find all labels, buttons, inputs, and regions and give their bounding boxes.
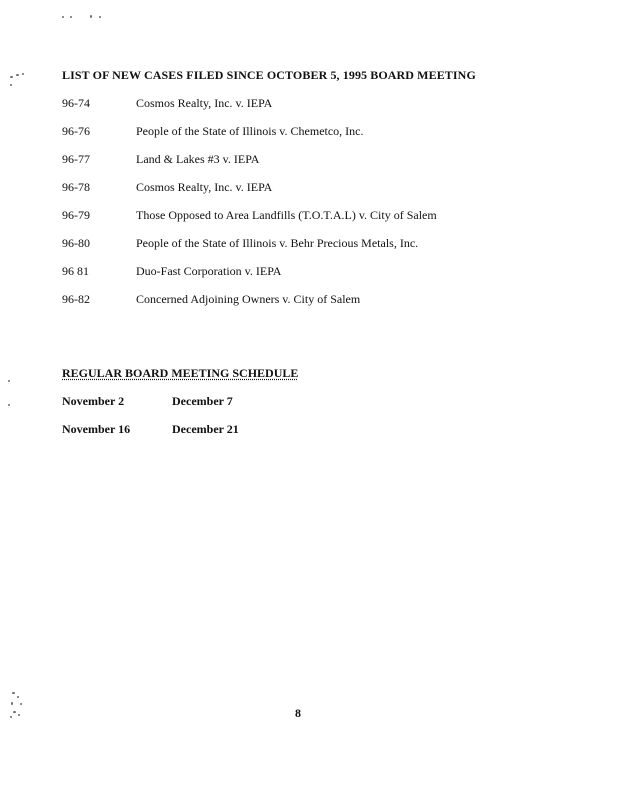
cases-heading: LIST OF NEW CASES FILED SINCE OCTOBER 5, 1995 BOARD MEETING [62, 68, 476, 82]
case-title: Those Opposed to Area Landfills (T.O.T.A.L) v. City of Salem [136, 208, 437, 222]
scan-speck [18, 714, 20, 716]
schedule-date: December 21 [172, 422, 239, 436]
scan-speck [17, 696, 19, 698]
case-number: 96-80 [62, 236, 90, 250]
scan-speck [12, 692, 15, 694]
schedule-date: November 16 [62, 422, 131, 436]
scan-speck [11, 702, 13, 705]
case-title: Concerned Adjoining Owners v. City of Salem [136, 292, 361, 306]
scan-speck [22, 73, 24, 75]
scan-speck [90, 15, 92, 18]
case-number: 96-74 [62, 96, 90, 110]
case-number: 96-82 [62, 292, 90, 306]
case-title: Cosmos Realty, Inc. v. IEPA [136, 96, 273, 110]
case-title: Land & Lakes #3 v. IEPA [136, 152, 260, 166]
case-title: People of the State of Illinois v. Chemetco, Inc. [136, 124, 364, 138]
case-row [62, 292, 582, 320]
scan-speck [16, 74, 19, 76]
scan-speck [10, 76, 13, 78]
schedule-date: November 2 [62, 394, 125, 408]
schedule-row [62, 394, 282, 422]
case-number: 96-76 [62, 124, 90, 138]
case-number: 96-78 [62, 180, 90, 194]
case-row [62, 124, 582, 152]
scan-speck [8, 404, 10, 406]
case-row [62, 180, 582, 208]
case-row [62, 208, 582, 236]
schedule-row [62, 422, 282, 450]
case-row [62, 96, 582, 124]
case-list [62, 96, 582, 320]
case-number: 96-77 [62, 152, 90, 166]
schedule-date: December 7 [172, 394, 233, 408]
schedule-heading: REGULAR BOARD MEETING SCHEDULE [62, 366, 299, 380]
case-number: 96-79 [62, 208, 90, 222]
case-row [62, 236, 582, 264]
case-number: 96 81 [62, 264, 89, 278]
page-number: 8 [295, 706, 301, 720]
scan-speck [62, 16, 64, 18]
scan-speck [13, 711, 16, 713]
scan-speck [99, 16, 101, 18]
case-row [62, 152, 582, 180]
case-row [62, 264, 582, 292]
scan-speck [10, 716, 12, 718]
scan-speck [20, 703, 22, 705]
scan-speck [10, 84, 12, 86]
case-title: Duo-Fast Corporation v. IEPA [136, 264, 282, 278]
scan-speck [8, 380, 10, 382]
case-title: People of the State of Illinois v. Behr Precious Metals, Inc. [136, 236, 419, 250]
scan-speck [70, 16, 72, 18]
schedule-table [62, 394, 282, 450]
case-title: Cosmos Realty, Inc. v. IEPA [136, 180, 273, 194]
